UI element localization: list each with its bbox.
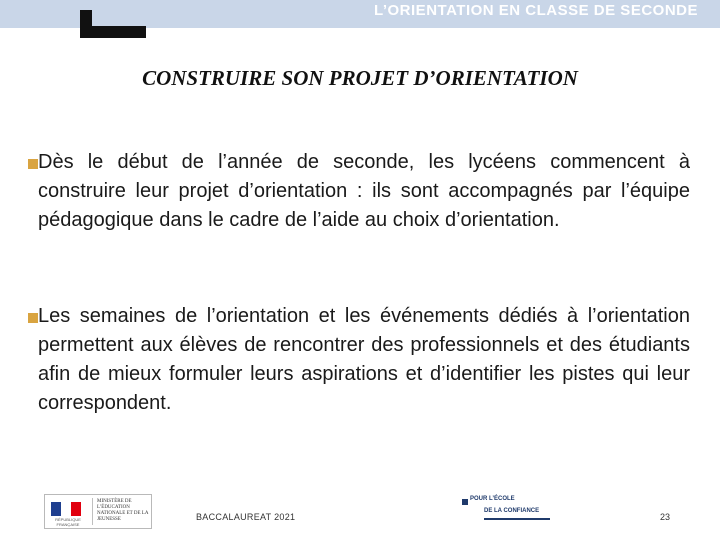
slide-title: CONSTRUIRE SON PROJET D’ORIENTATION [142, 66, 578, 90]
bullet-item [38, 148, 690, 235]
logo-underline [484, 518, 550, 520]
ministry-label: MINISTÈRE DE L’ÉDUCATION NATIONALE ET DE LA JEUNESSE [97, 499, 149, 522]
republic-label: RÉPUBLIQUE FRANÇAISE [55, 517, 81, 527]
ecole-logo-line1: POUR L’ÉCOLE [470, 496, 515, 502]
ecole-logo-line2: DE LA CONFIANCE [484, 508, 540, 514]
square-bullet-icon [28, 313, 38, 323]
footer-baccalaureat: BACCALAUREAT 2021 [196, 512, 296, 522]
square-bullet-icon [28, 159, 38, 169]
header-bar [0, 0, 720, 28]
section-title: L’ORIENTATION EN CLASSE DE SECONDE [374, 2, 698, 19]
bullet-text: Dès le début de l’année de seconde, les lycéens commencent à construire leur projet d’orientation : ils sont accompagnés par l’équipe pédagogique dans le cadre de l’aide au choix d’orientation. [38, 151, 690, 231]
page-number: 23 [660, 512, 671, 522]
logo-divider [92, 498, 93, 525]
bullet-item [38, 302, 690, 418]
bullet-text: Les semaines de l’orientation et les événements dédiés à l’orientation permettent aux élèves de rencontrer des professionnels et des étudiants afin de mieux formuler leurs aspirations et d’identifier les pistes qui leur correspondent. [38, 305, 690, 414]
french-flag-icon [51, 502, 81, 516]
ecole-confiance-logo [462, 496, 554, 524]
ministry-logo [44, 494, 152, 529]
logo-mark-icon [462, 499, 468, 505]
